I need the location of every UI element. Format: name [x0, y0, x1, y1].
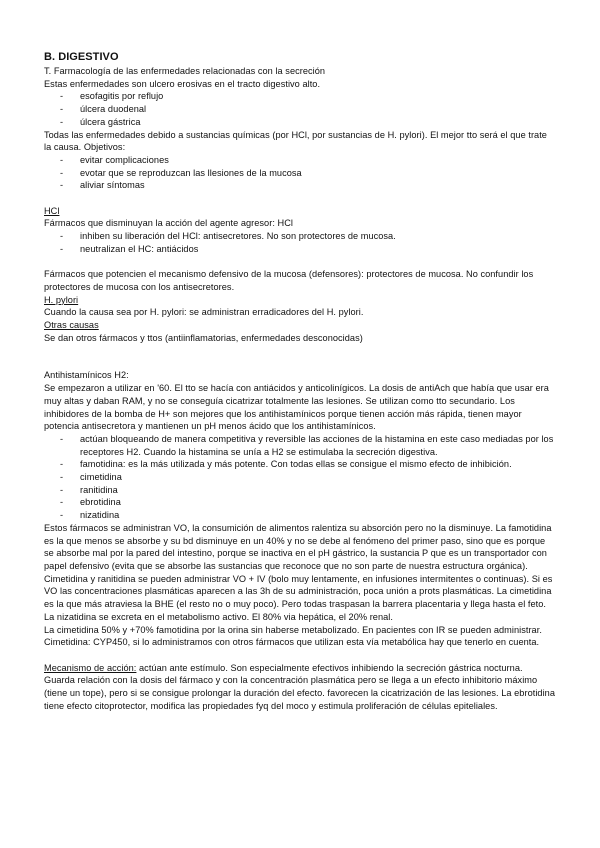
hpylori-text: Cuando la causa sea por H. pylori: se administran erradicadores del H. pylori. — [44, 307, 364, 318]
list-item: - esofagitis por reflujo — [44, 90, 556, 103]
list-item: - ranitidina — [44, 484, 556, 497]
list-item: - úlcera gástrica — [44, 116, 556, 129]
topic-title: T. Farmacología de las enfermedades relacionadas con la secreción — [44, 66, 326, 76]
section-heading: B. DIGESTIVO — [44, 51, 119, 63]
mechanism-heading: Mecanismo de acción: — [44, 662, 137, 673]
antihistaminicos-heading: Antihistamínicos H2: — [44, 370, 129, 381]
list-item: - inhiben su liberación del HCl: antisecretores. No son protectores de mucosa. — [44, 230, 556, 243]
hcl-text: Fármacos que disminuyan la acción del agente agresor: HCl — [44, 218, 293, 229]
objectives-paragraph: Todas las enfermedades debido a sustancias químicas (por HCl, por sustancias de H. pylori). El mejor tto será el que trate la causa. Objetivos: — [44, 129, 547, 153]
list-item: - nizatidina — [44, 509, 556, 522]
list-item: - evitar complicaciones — [44, 154, 556, 167]
defensores-paragraph: Fármacos que potencien el mecanismo defensivo de la mucosa (defensores): protectores de mucosa. No confundir los protectores de mucosa con los antisecretores. — [44, 269, 534, 292]
hcl-list — [44, 230, 556, 255]
list-item: - cimetidina — [44, 471, 556, 484]
list-item: - neutralizan el HC: antiácidos — [44, 243, 556, 256]
hcl-heading: HCl — [44, 205, 60, 216]
disease-list — [44, 90, 556, 128]
document-page — [44, 50, 556, 712]
list-item: - úlcera duodenal — [44, 103, 556, 116]
antihistaminicos-paragraph: Se empezaron a utilizar en '60. El tto se hacía con antiácidos y anticolinígicos. La dosis de antiAch que había que usar era muy altas y daban RAM, y no se conseguía cicatrizar totalmente las lesiones. Se utilizan como tto secundario. Los inhibidores de la bomba de H+ son mejores que los antihistamínicos porque tienen acción más rápida, tienen mayor potencia antisecretora y mantienen un pH menos ácido que los antihistamínicos. — [44, 383, 549, 432]
list-item: - famotidina: es la más utilizada y más potente. Con todas ellas se consigue el mismo efecto de inhibición. — [44, 458, 556, 471]
objectives-list — [44, 154, 556, 192]
list-item: - ebrotidina — [44, 496, 556, 509]
list-item: - aliviar síntomas — [44, 179, 556, 192]
excretion-paragraph: La cimetidina 50% y +70% famotidina por la orina sin haberse metabolizado. En pacientes con IR se pueden administrar. — [44, 624, 542, 635]
mechanism-text: actúan ante estímulo. Son especialmente efectivos inhibiendo la secreción gástrica nocturna. Guarda relación con la dosis del fármaco y con la concentración plasmática pero se llega a un efecto inhibitorio máximo (tiene un tope), pero si se consigue prolongar la duración del efecto. favorecen la cicatrización de las lesiones. La ebrotidina tiene efecto citoprotector, modifica las propiedades fyq del moco y estimula proliferación de células epiteliales. — [44, 662, 555, 711]
otras-causas-text: Se dan otros fármacos y ttos (antiinflamatorias, enfermedades desconocidas) — [44, 332, 363, 343]
mechanism-paragraph — [44, 662, 556, 713]
intro-text: Estas enfermedades son ulcero erosivas en el tracto digestivo alto. — [44, 78, 321, 89]
otras-causas-heading: Otras causas — [44, 320, 99, 331]
hpylori-heading: H. pylori — [44, 294, 79, 305]
list-item: - evotar que se reproduzcan las llesiones de la mucosa — [44, 167, 556, 180]
list-item: - actúan bloqueando de manera competitiva y reversible las acciones de la histamina en este caso mediadas por los receptores H2. Cuando la histamina se unía a H2 se estimulaba la secreción digestiva. — [44, 433, 556, 458]
antihistaminicos-list — [44, 433, 556, 522]
cyp450-paragraph: Cimetidina: CYP450, si lo administramos con otros fármacos que utilizan esta vía metabólica hay que tenerlo en cuenta. — [44, 637, 540, 648]
pharmacokinetics-paragraph: Estos fármacos se administran VO, la consumición de alimentos ralentiza su absorción pero no la disminuye. La famotidina es la que menos se absorbe y su bd disminuye en un 40% y no se debe al fenómeno del primer paso, sino que es porque se absorbe mal por la pared del intestino, porque se inactiva en el pH gástrico, la sustancia P que es un transportador con papel defensivo (evita que se absorbe las sustancias que reconoce que no son parte de nuestra estructura orgánica). Cimetidina y ranitidina se pueden administrar VO + IV (bolo muy lentamente, en infusiones intermitentes o continuas). Si es VO las concentraciones plasmáticas aparecen a las 3h de su administración, poca unión a prots plasmáticas. La cimetidina es la que más atraviesa la BHE (el resto no o muy poco). Pero todas traspasan la barrera placentaria y llega hasta el feto. La nizatidina se excreta en el metabolismo activo. El 80% via hepática, el 20% renal. — [44, 522, 553, 622]
